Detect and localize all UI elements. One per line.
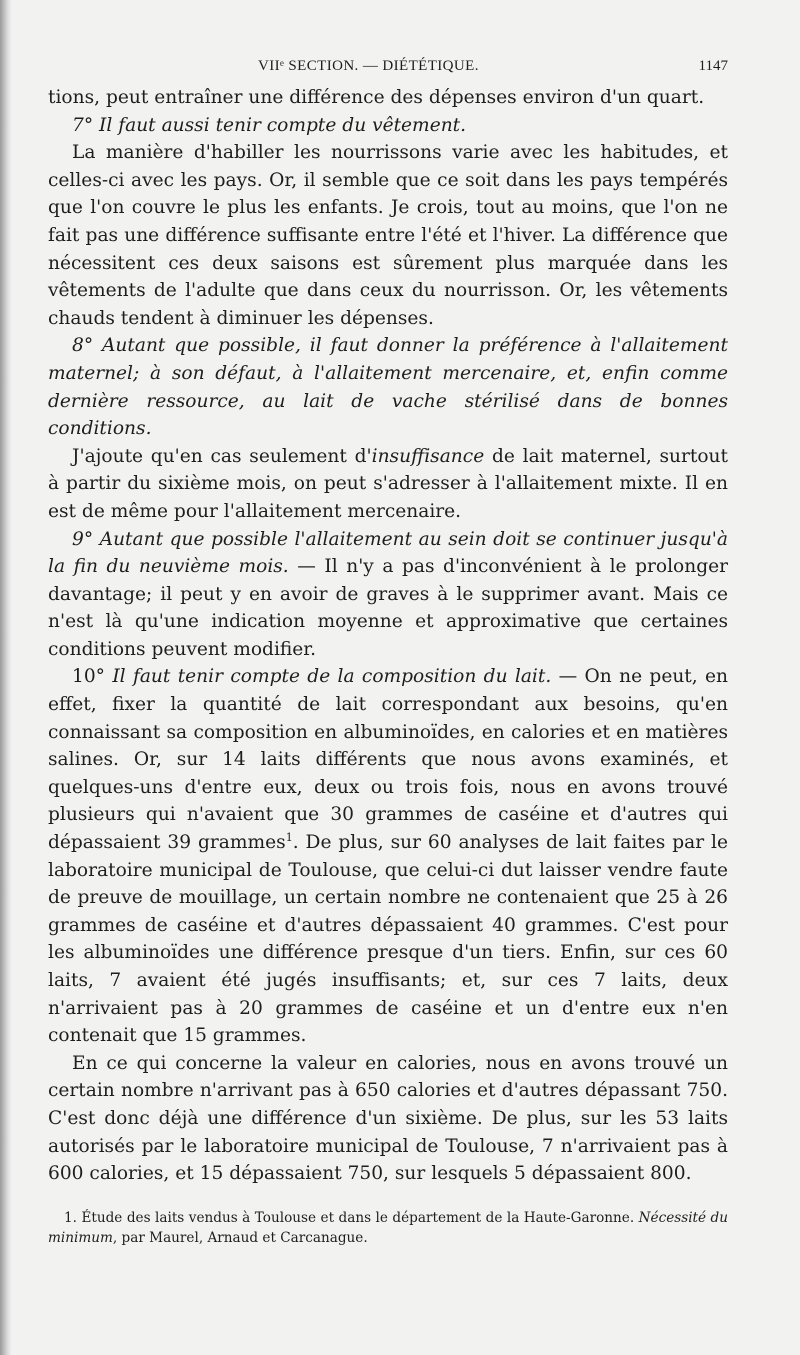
p5-italic: insuffisance xyxy=(371,445,485,467)
section-title: VIIᵉ SECTION. — DIÉTÉTIQUE. xyxy=(258,58,479,74)
paragraph-clothing: La manière d'habiller les nourrissons varie avec les habitudes, et celles-ci avec les pays. Or, il semble que ce soit dans les pays tempérés que l'on couvre le plus les enfants. Je crois, tout au moins, que l'on ne fait pas une différence suffisante entre l'été et l'hiver. La différence que nécessitent ces deux saisons est sûrement plus marquée dans les vêtements de l'adulte que dans ceux du nourrisson. Or, les vêtements chauds tendent à diminuer les dépenses. xyxy=(48,142,728,329)
paragraph-calories: En ce qui concerne la valeur en calories, nous en avons trouvé un certain nombre n'arrivant pas à 650 calories et d'autres dépassant 750. C'est donc déjà une différence d'un sixième. De plus, sur les 53 laits autorisés par le laboratoire municipal de Toulouse, 7 n'arrivaient pas à 600 calories, et 15 dépassaient 750, sur lesquels 5 dépassaient 800. xyxy=(48,1052,728,1185)
body-text xyxy=(48,84,728,1188)
p5-after: de lait maternel, surtout à partir du sixième mois, on peut s'adresser à l'allaitement mixte. Il en est de même pour l'allaitement mercenaire. xyxy=(48,445,728,522)
book-page xyxy=(12,0,800,1355)
item-9-paragraph xyxy=(48,526,728,664)
item-7-heading xyxy=(48,112,728,140)
item-7-italic: 7° Il faut aussi tenir compte du vêtement. xyxy=(72,114,467,136)
footnote-1 xyxy=(48,1208,728,1248)
item-8-heading xyxy=(48,332,728,442)
running-header xyxy=(48,58,728,84)
scan-edge xyxy=(0,0,12,1355)
item-10-text-b: . De plus, sur 60 analyses de lait faites par le laboratoire municipal de Toulouse, que celui-ci dut laisser vendre faute de preuve de mouillage, un certain nombre ne contenaient que 25 à 26 grammes de caséine et d'autres dépassaient 40 grammes. C'est pour les albuminoïdes une différence presque d'un tiers. Enfin, sur ces 60 laits, 7 avaient été jugés insuffisants; et, sur ces 7 laits, deux n'arrivaient pas à 20 grammes de caséine et un d'entre eux n'en contenait que 15 grammes. xyxy=(48,832,728,1047)
item-9-italic: 9° Autant que possible l'allaitement au sein doit se continuer jusqu'à la fin du neuvième mois. xyxy=(48,528,728,578)
footnote-italic: Nécessité du minimum xyxy=(48,1210,728,1246)
item-10-italic: Il faut tenir compte de la composition du lait. xyxy=(112,666,552,688)
footnote-text: 1. Étude des laits vendus à Toulouse et dans le département de la Haute-Garonne. xyxy=(64,1210,639,1226)
page-number: 1147 xyxy=(698,58,728,74)
item-8-italic: 8° Autant que possible, il faut donner la préférence à l'allaitement maternel; à son défaut, à l'allaitement mercenaire, et, enfin comme dernière ressource, au lait de vache stérilisé dans de bonnes conditions. xyxy=(48,335,728,440)
p5-before: J'ajoute qu'en cas seulement d' xyxy=(72,445,372,467)
footnotes xyxy=(48,1208,728,1248)
item-10-number: 10° xyxy=(72,666,113,688)
paragraph-breastfeeding xyxy=(48,443,728,526)
footnote-reference: 1 xyxy=(285,830,293,844)
item-9-text: — Il n'y a pas d'inconvénient à le prolonger davantage; il peut y en avoir de graves à le supprimer avant. Mais ce n'est là qu'une indication moyenne et approximative que certaines conditions peuvent modifier. xyxy=(48,556,728,660)
item-10-text-a: — On ne peut, en effet, fixer la quantité de lait correspondant aux besoins, qu'en connaissant sa composition en albuminoïdes, en calories et en matières salines. Or, sur 14 laits différents que nous avons examinés, et quelques-uns d'entre eux, deux ou trois fois, nous en avons trouvé plusieurs qui n'avaient que 30 grammes de caséine et d'autres qui dépassaient 39 grammes xyxy=(48,666,729,854)
paragraph-continuation: tions, peut entraîner une différence des dépenses environ d'un quart. xyxy=(48,87,705,108)
footnote-after: , par Maurel, Arnaud et Carcanague. xyxy=(112,1230,368,1246)
item-10-paragraph xyxy=(48,663,728,1049)
